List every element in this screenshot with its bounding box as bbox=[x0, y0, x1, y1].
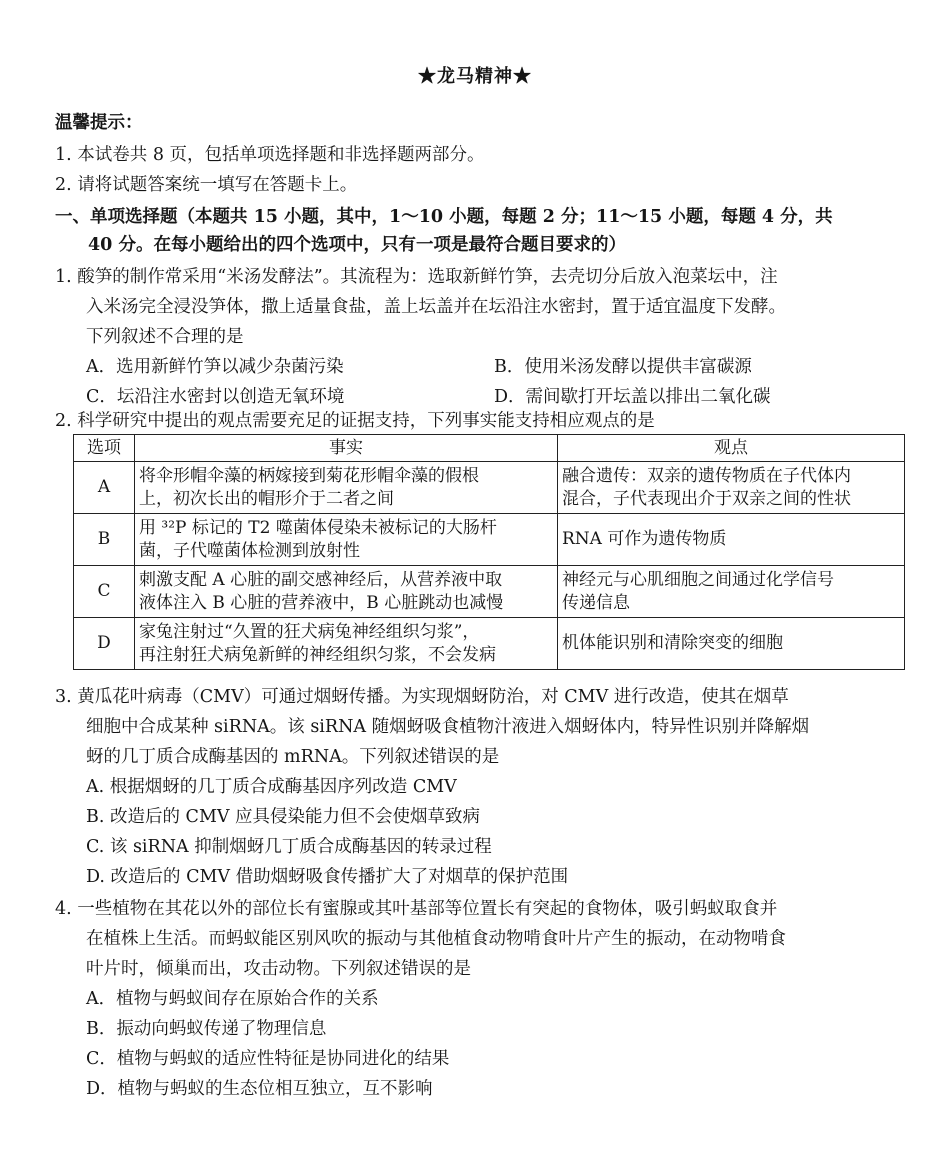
evidence-table bbox=[73, 434, 905, 670]
table-row bbox=[74, 618, 905, 670]
question-stem: 在植株上生活。而蚂蚁能区别风吹的振动与其他植食动物啃食叶片产生的振动，在动物啃食 bbox=[86, 929, 786, 949]
cell-fact bbox=[135, 462, 558, 514]
fact-line: 菌，子代噬菌体检测到放射性 bbox=[139, 540, 360, 561]
cell-view bbox=[558, 618, 905, 670]
table-row bbox=[74, 462, 905, 514]
cell-option: B bbox=[74, 514, 135, 566]
table-row bbox=[74, 566, 905, 618]
option-d: D. 改造后的 CMV 借助烟蚜吸食传播扩大了对烟草的保护范围 bbox=[86, 867, 569, 887]
header-fact: 事实 bbox=[135, 435, 558, 462]
view-line: 传递信息 bbox=[562, 592, 630, 613]
header-view: 观点 bbox=[558, 435, 905, 462]
tips-heading: 温馨提示： bbox=[55, 113, 143, 133]
header-option: 选项 bbox=[74, 435, 135, 462]
option-c: C．植物与蚂蚁的适应性特征是协同进化的结果 bbox=[86, 1049, 450, 1069]
question-stem: 细胞中合成某种 siRNA。该 siRNA 随烟蚜吸食植物汁液进入烟蚜体内，特异性识别并降解烟 bbox=[86, 717, 810, 737]
question-stem: 3. 黄瓜花叶病毒（CMV）可通过烟蚜传播。为实现烟蚜防治，对 CMV 进行改造，使其在烟草 bbox=[55, 687, 789, 707]
fact-line: 将伞形帽伞藻的柄嫁接到菊花形帽伞藻的假根 bbox=[139, 465, 479, 486]
page-title: ★龙马精神★ bbox=[418, 66, 532, 87]
fact-line: 用 ³²P 标记的 T2 噬菌体侵染未被标记的大肠杆 bbox=[139, 517, 497, 538]
option-b: B．使用米汤发酵以提供丰富碳源 bbox=[494, 357, 752, 377]
tip-item: 2. 请将试题答案统一填写在答题卡上。 bbox=[55, 175, 358, 195]
option-a: A．选用新鲜竹笋以减少杂菌污染 bbox=[86, 357, 344, 377]
fact-line: 上，初次长出的帽形介于二者之间 bbox=[139, 488, 394, 509]
question-stem: 1. 酸笋的制作常采用“米汤发酵法”。其流程为：选取新鲜竹笋，去壳切分后放入泡菜坛中，注 bbox=[55, 267, 778, 287]
view-line: 融合遗传：双亲的遗传物质在子代体内 bbox=[562, 465, 851, 486]
option-a: A. 根据烟蚜的几丁质合成酶基因序列改造 CMV bbox=[86, 777, 457, 797]
option-a: A．植物与蚂蚁间存在原始合作的关系 bbox=[86, 989, 379, 1009]
question-stem: 4. 一些植物在其花以外的部位长有蜜腺或其叶基部等位置长有突起的食物体，吸引蚂蚁取食并 bbox=[55, 899, 778, 919]
question-stem: 下列叙述不合理的是 bbox=[86, 327, 244, 347]
cell-fact bbox=[135, 566, 558, 618]
option-c: C. 该 siRNA 抑制烟蚜几丁质合成酶基因的转录过程 bbox=[86, 837, 492, 857]
table-header-row bbox=[74, 435, 905, 462]
question-stem: 入米汤完全浸没笋体，撒上适量食盐，盖上坛盖并在坛沿注水密封，置于适宜温度下发酵。 bbox=[86, 297, 786, 317]
question-stem: 叶片时，倾巢而出，攻击动物。下列叙述错误的是 bbox=[86, 959, 471, 979]
cell-view bbox=[558, 566, 905, 618]
option-d: D．需间歇打开坛盖以排出二氧化碳 bbox=[494, 387, 771, 407]
cell-fact bbox=[135, 514, 558, 566]
option-b: B．振动向蚂蚁传递了物理信息 bbox=[86, 1019, 327, 1039]
table-row bbox=[74, 514, 905, 566]
view-line: 机体能识别和清除突变的细胞 bbox=[562, 633, 783, 653]
view-line: 混合，子代表现出介于双亲之间的性状 bbox=[562, 488, 851, 509]
cell-option: A bbox=[74, 462, 135, 514]
option-c: C．坛沿注水密封以创造无氧环境 bbox=[86, 387, 345, 407]
cell-fact bbox=[135, 618, 558, 670]
cell-option: D bbox=[74, 618, 135, 670]
section-heading: 一、单项选择题（本题共 15 小题，其中，1～10 小题，每题 2 分；11～15 小题，每题 4 分，共 bbox=[55, 207, 833, 227]
section-heading-cont: 40 分。在每小题给出的四个选项中，只有一项是最符合题目要求的） bbox=[88, 235, 626, 255]
fact-line: 再注射狂犬病兔新鲜的神经组织匀浆，不会发病 bbox=[139, 644, 496, 665]
fact-line: 家兔注射过“久置的狂犬病兔神经组织匀浆”， bbox=[139, 621, 480, 642]
option-d: D．植物与蚂蚁的生态位相互独立，互不影响 bbox=[86, 1079, 433, 1099]
cell-view bbox=[558, 514, 905, 566]
option-b: B. 改造后的 CMV 应具侵染能力但不会使烟草致病 bbox=[86, 807, 481, 827]
cell-option: C bbox=[74, 566, 135, 618]
question-2-stem: 2. 科学研究中提出的观点需要充足的证据支持，下列事实能支持相应观点的是 bbox=[55, 411, 655, 431]
fact-line: 液体注入 B 心脏的营养液中，B 心脏跳动也减慢 bbox=[139, 592, 504, 613]
tip-item: 1. 本试卷共 8 页，包括单项选择题和非选择题两部分。 bbox=[55, 145, 485, 165]
cell-view bbox=[558, 462, 905, 514]
view-line: 神经元与心肌细胞之间通过化学信号 bbox=[562, 569, 834, 590]
fact-line: 刺激支配 A 心脏的副交感神经后，从营养液中取 bbox=[139, 569, 503, 590]
view-line: RNA 可作为遗传物质 bbox=[562, 529, 727, 549]
question-stem: 蚜的几丁质合成酶基因的 mRNA。下列叙述错误的是 bbox=[86, 747, 500, 767]
